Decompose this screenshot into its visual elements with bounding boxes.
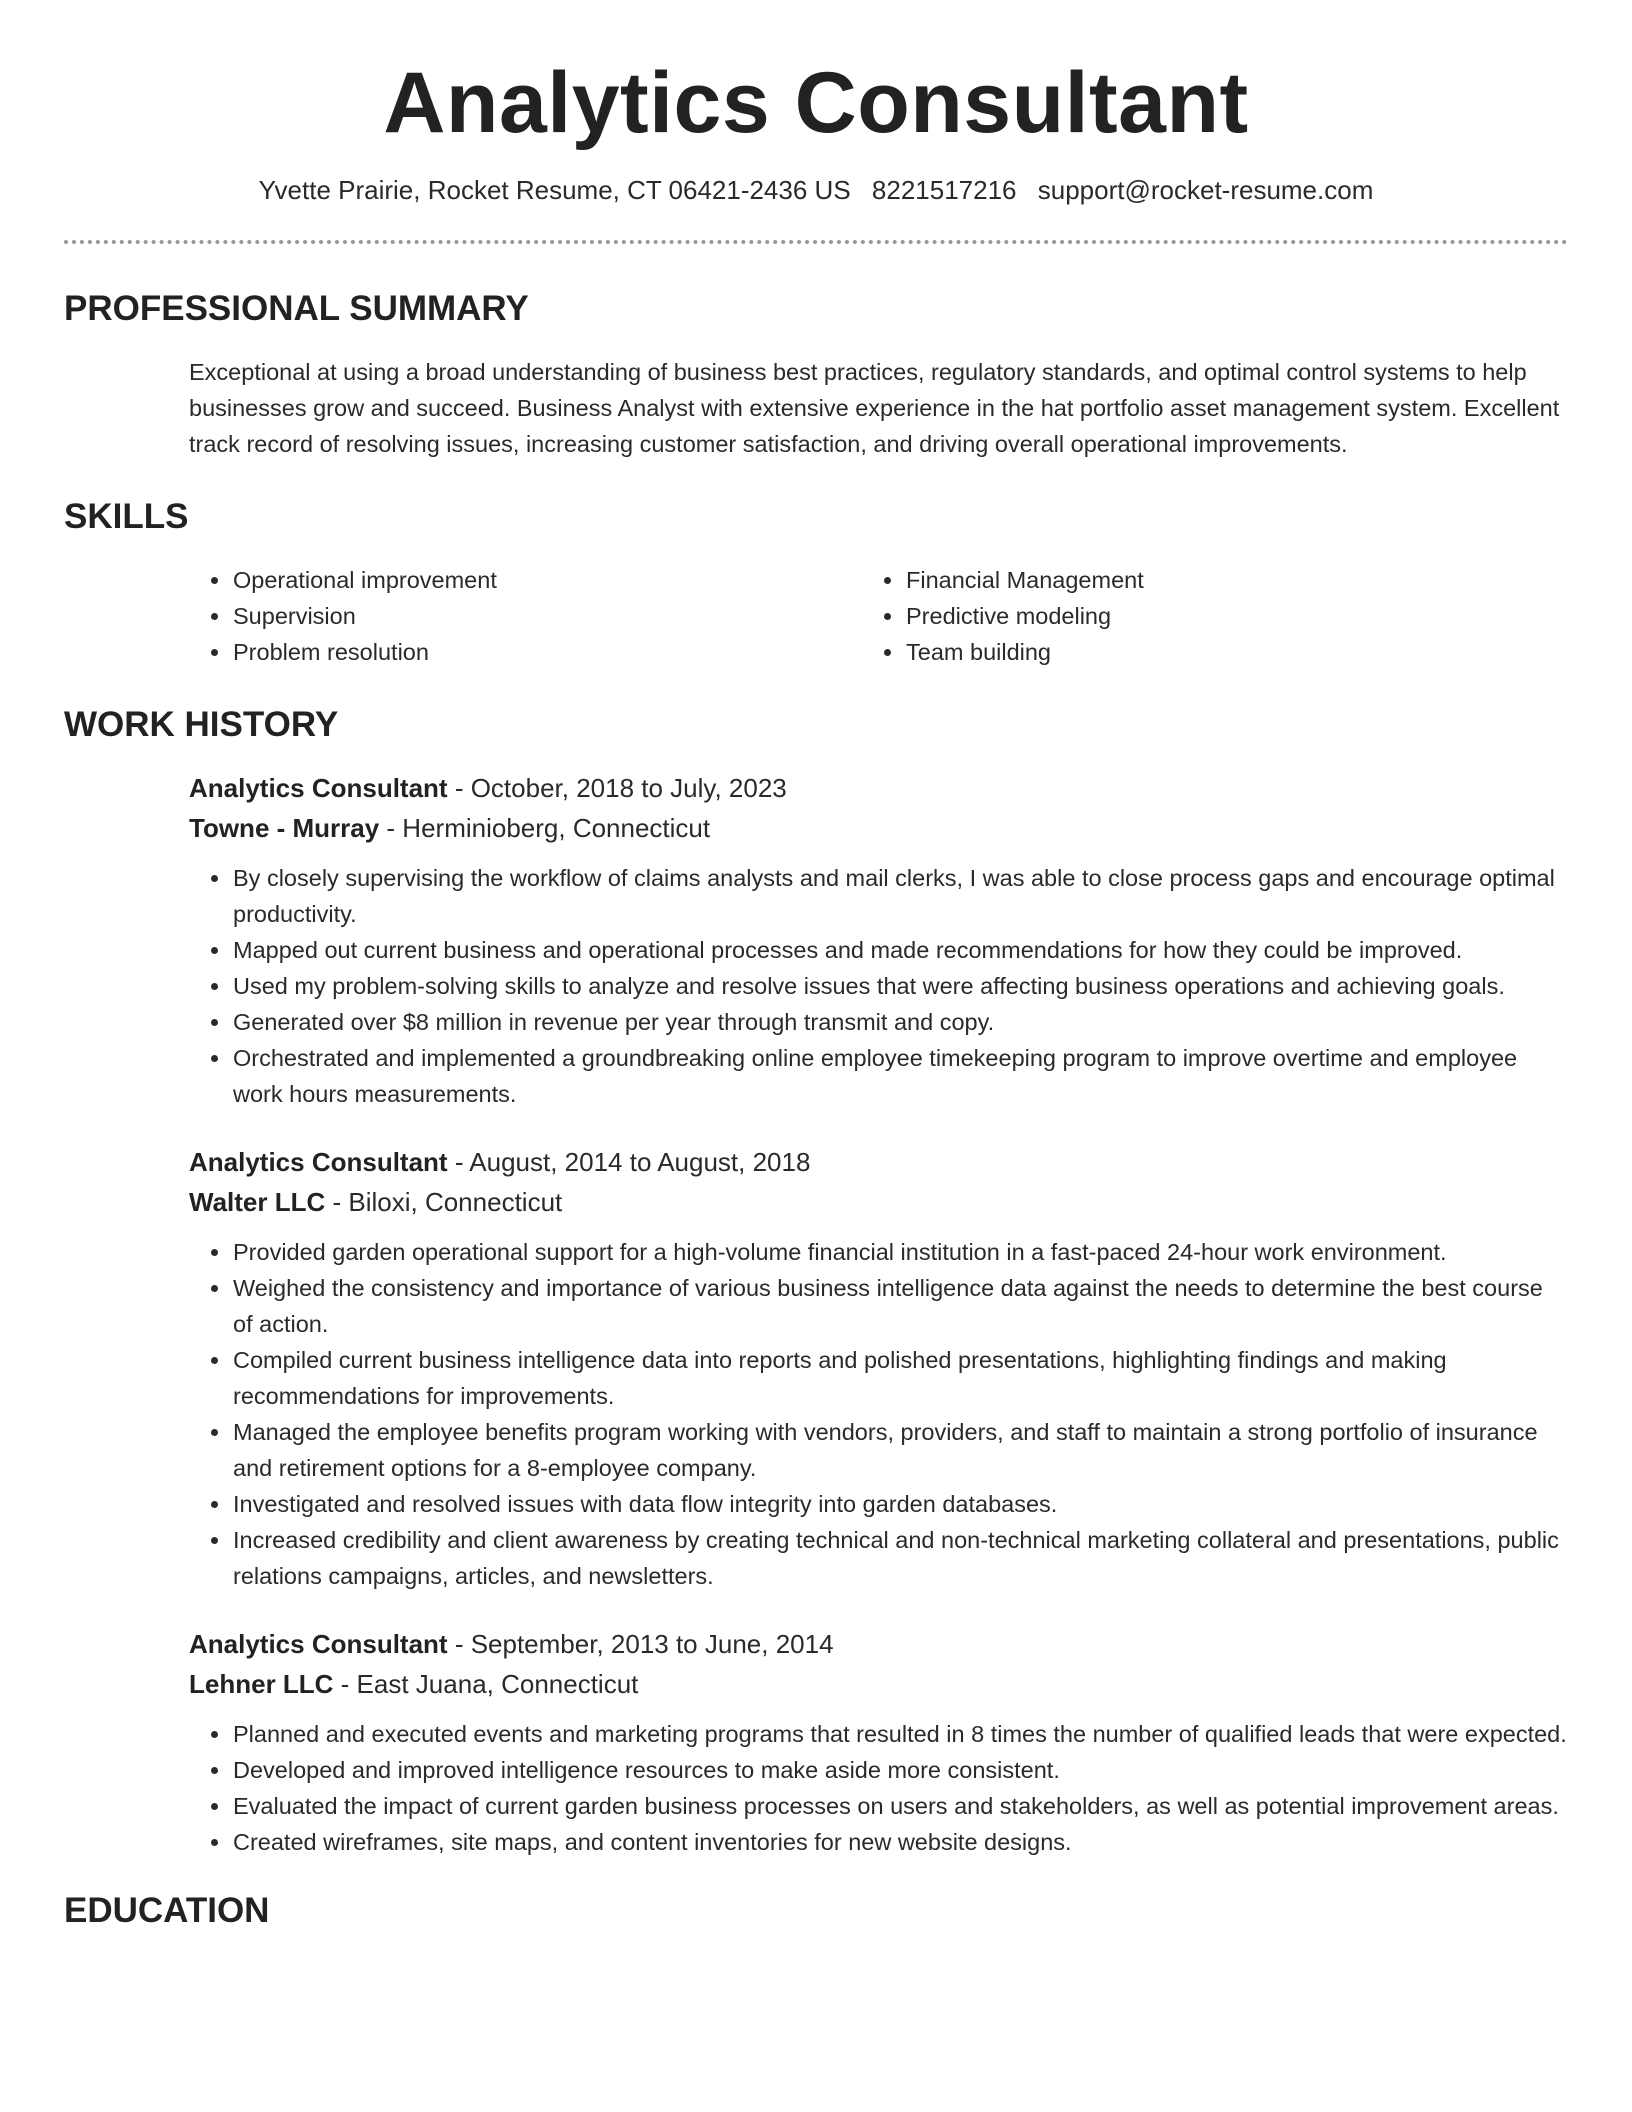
job-title: Analytics Consultant [189,1628,448,1659]
job-bullets [189,860,1568,1112]
job-bullet: • Developed and improved intelligence resources to make aside more consistent. [232,1752,1568,1788]
skills-list [189,562,1568,670]
job-bullet: • Increased credibility and client awareness by creating technical and non-technical marketing collateral and presentations, public relations campaigns, articles, and newsletters. [232,1522,1568,1594]
contact-phone: 8221517216 [871,174,1017,205]
job-title-line [189,1624,1568,1664]
job-bullet: • Compiled current business intelligence data into reports and polished presentations, highlighting findings and making recommendations for improvements. [232,1342,1568,1414]
job-company: Walter LLC [189,1186,326,1217]
job-bullets [189,1234,1568,1594]
job-title-line [189,1142,1568,1182]
job-bullet: • Planned and executed events and marketing programs that resulted in 8 times the number of qualified leads that were expected. [232,1716,1568,1752]
skills-column-left [189,562,862,670]
skill-item: • Operational improvement [232,562,862,598]
skills-column-right [862,562,1535,670]
work-history-heading: WORK HISTORY [64,704,339,744]
contact-line [64,175,1568,206]
resume-name: Analytics Consultant [383,55,1249,151]
skill-item: • Team building [905,634,1535,670]
contact-email: support@rocket-resume.com [1037,174,1374,205]
job-dates: - September, 2013 to June, 2014 [447,1628,834,1659]
education-heading: EDUCATION [64,1890,270,1930]
summary-section [189,354,1568,462]
job-bullet: • Investigated and resolved issues with data flow integrity into garden databases. [232,1486,1568,1522]
job-company: Towne - Murray [189,812,380,843]
job-company-line [189,808,1568,848]
job-location: - Herminioberg, Connecticut [379,812,711,843]
skill-item: • Problem resolution [232,634,862,670]
job-dates: - August, 2014 to August, 2018 [447,1146,811,1177]
job-location: - East Juana, Connecticut [333,1668,639,1699]
contact-address: Yvette Prairie, Rocket Resume, CT 06421-2436 US [258,174,851,205]
header-divider [64,240,1568,244]
skill-item: • Supervision [232,598,862,634]
summary-heading: PROFESSIONAL SUMMARY [64,288,529,328]
job-title: Analytics Consultant [189,1146,448,1177]
job-bullet: • By closely supervising the workflow of claims analysts and mail clerks, I was able to close process gaps and encourage optimal productivity. [232,860,1568,932]
skill-item: • Financial Management [905,562,1535,598]
skills-heading: SKILLS [64,496,189,536]
job-bullet: • Weighed the consistency and importance of various business intelligence data against the needs to determine the best course of action. [232,1270,1568,1342]
work-history-section [189,768,1568,1860]
job-bullets [189,1716,1568,1860]
job-bullet: • Evaluated the impact of current garden business processes on users and stakeholders, as well as potential improvement areas. [232,1788,1568,1824]
job-bullet: • Created wireframes, site maps, and content inventories for new website designs. [232,1824,1568,1860]
skill-item: • Predictive modeling [905,598,1535,634]
job-entry [189,1142,1568,1594]
job-bullet: • Provided garden operational support for a high-volume financial institution in a fast-paced 24-hour work environment. [232,1234,1568,1270]
job-bullet: • Used my problem-solving skills to analyze and resolve issues that were affecting business operations and achieving goals. [232,968,1568,1004]
job-title-line [189,768,1568,808]
job-title: Analytics Consultant [189,772,448,803]
job-entry [189,768,1568,1112]
job-company-line [189,1182,1568,1222]
job-bullet: • Mapped out current business and operational processes and made recommendations for how they could be improved. [232,932,1568,968]
job-bullet: • Generated over $8 million in revenue per year through transmit and copy. [232,1004,1568,1040]
job-dates: - October, 2018 to July, 2023 [447,772,787,803]
summary-text: Exceptional at using a broad understanding of business best practices, regulatory standards, and optimal control systems to help businesses grow and succeed. Business Analyst with extensive experience in the hat portfolio asset management system. Excellent track record of resolving issues, increasing customer satisfaction, and driving overall operational improvements. [189,358,1560,457]
job-location: - Biloxi, Connecticut [325,1186,563,1217]
job-bullet: • Orchestrated and implemented a groundbreaking online employee timekeeping program to improve overtime and employee work hours measurements. [232,1040,1568,1112]
job-company: Lehner LLC [189,1668,334,1699]
job-company-line [189,1664,1568,1704]
job-bullet: • Managed the employee benefits program working with vendors, providers, and staff to maintain a strong portfolio of insurance and retirement options for a 8-employee company. [232,1414,1568,1486]
job-entry [189,1624,1568,1860]
